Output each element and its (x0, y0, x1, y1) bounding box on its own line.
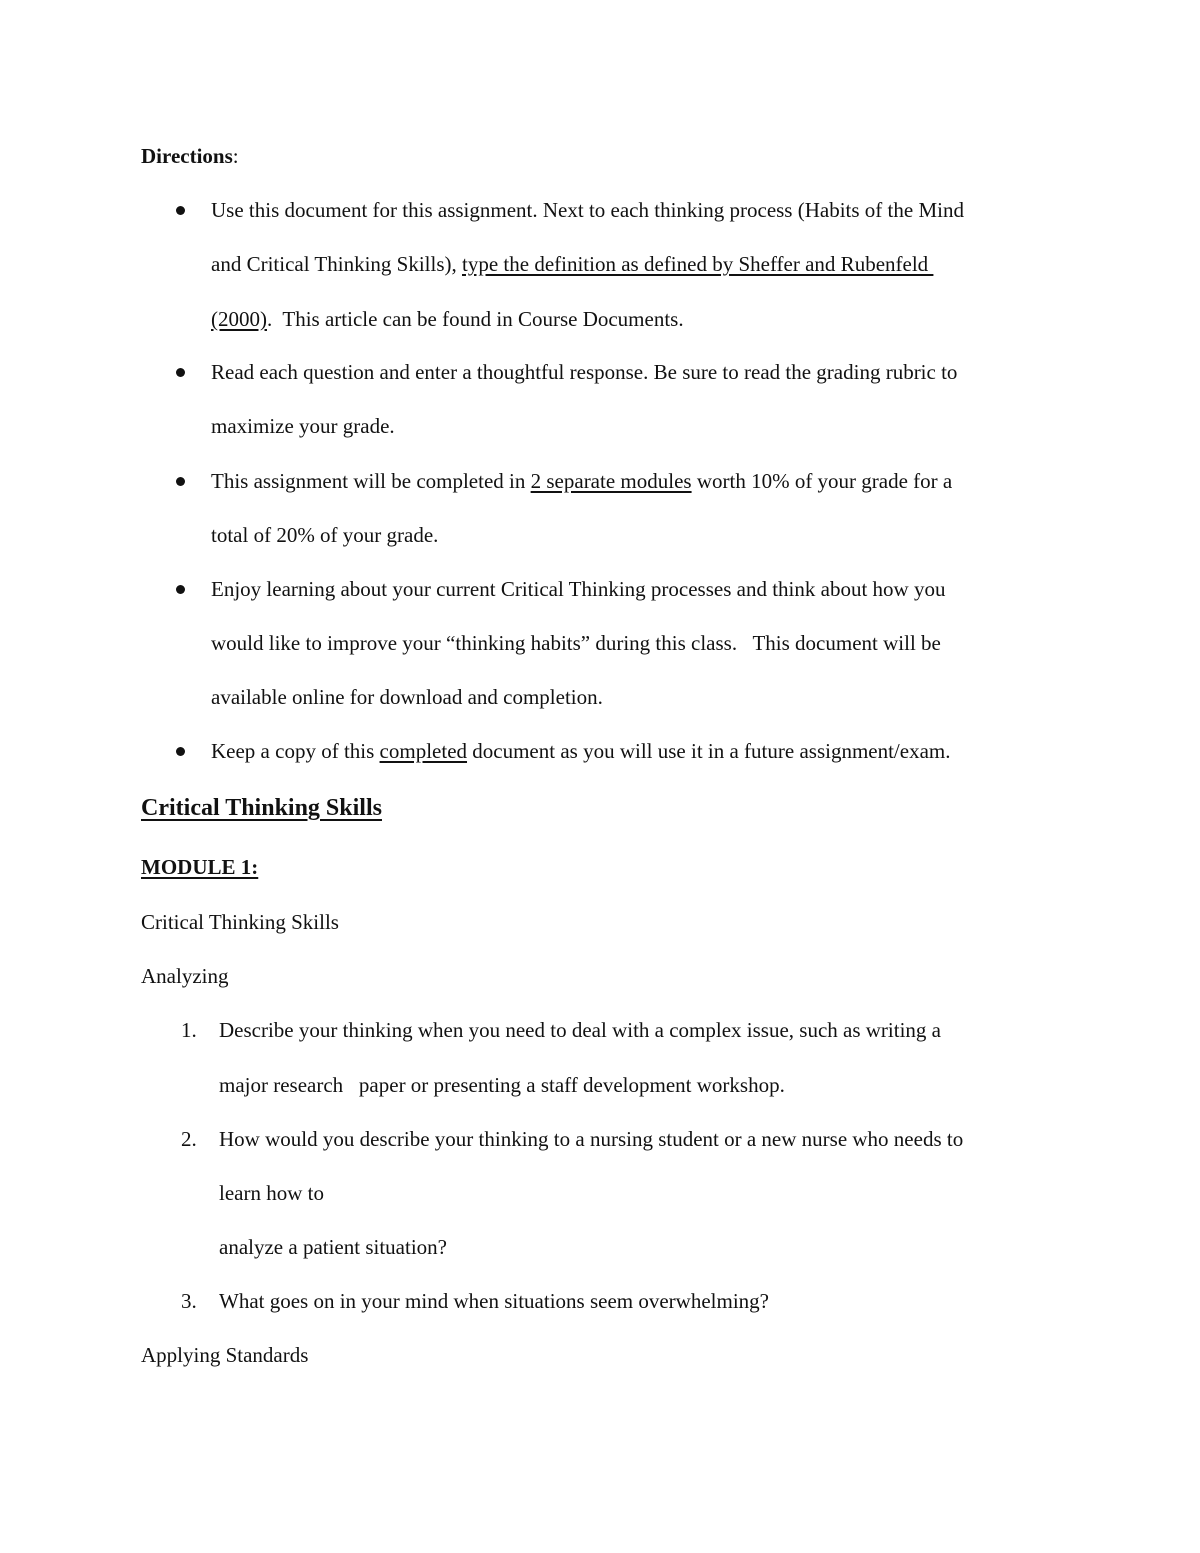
bullet-5-line-1-pre: Keep a copy of this (211, 739, 380, 763)
bullet-1-line-1: Use this document for this assignment. Next to each thinking process (Habits of the Mind (211, 198, 964, 222)
separate-modules-text: 2 separate modules (530, 469, 692, 493)
question-2-line-2: learn how to (219, 1181, 324, 1205)
definition-instruction: type the definition as defined by Sheffer and Rubenfeld (462, 252, 934, 276)
bullet-dot-5 (176, 747, 185, 756)
directions-label: Directions (141, 144, 233, 168)
question-2-line-3: analyze a patient situation? (219, 1235, 447, 1259)
question-3-number: 3. (181, 1289, 197, 1313)
bullet-3-line-1-pre: This assignment will be completed in (211, 469, 531, 493)
analyzing-title: Analyzing (141, 964, 229, 988)
bullet-2-line-2: maximize your grade. (211, 414, 395, 438)
bullet-4-line-1: Enjoy learning about your current Critical Thinking processes and think about how you (211, 577, 946, 601)
question-1-number: 1. (181, 1018, 197, 1042)
bullet-1-line-2 (211, 254, 933, 275)
directions-colon: : (232, 144, 239, 168)
bullet-dot-3 (176, 477, 185, 486)
applying-standards-title: Applying Standards (141, 1343, 309, 1367)
bullet-4-line-3: available online for download and completion. (211, 685, 603, 709)
module-label: MODULE 1: (141, 855, 259, 879)
bullet-1-line-3-text: . This article can be found in Course Documents. (267, 307, 684, 331)
question-2-line-1: How would you describe your thinking to a nursing student or a new nurse who needs to (219, 1127, 964, 1151)
subheading: Critical Thinking Skills (141, 910, 339, 934)
question-2-number: 2. (181, 1127, 197, 1151)
section-title: Critical Thinking Skills (141, 795, 382, 821)
bullet-3-line-1-post: worth 10% of your grade for a (691, 469, 953, 493)
bullet-5-line-1-post: document as you will use it in a future assignment/exam. (467, 739, 951, 763)
bullet-1-line-3 (211, 309, 684, 330)
citation-year: (2000) (211, 307, 267, 331)
bullet-4-line-2: would like to improve your “thinking habits” during this class. This document will be (211, 631, 941, 655)
bullet-dot-4 (176, 585, 185, 594)
bullet-1-line-2-text: and Critical Thinking Skills), (211, 252, 463, 276)
question-1-line-1: Describe your thinking when you need to deal with a complex issue, such as writing a (219, 1018, 941, 1042)
bullet-dot-1 (176, 206, 185, 215)
completed-text: completed (379, 739, 468, 763)
question-1-line-2: major research paper or presenting a staff development workshop. (219, 1073, 785, 1097)
question-3-line-1: What goes on in your mind when situations seem overwhelming? (219, 1289, 769, 1313)
bullet-3-line-2: total of 20% of your grade. (211, 523, 439, 547)
bullet-dot-2 (176, 368, 185, 377)
directions-heading (141, 146, 239, 167)
bullet-3-line-1 (211, 471, 952, 492)
bullet-2-line-1: Read each question and enter a thoughtful response. Be sure to read the grading rubric to (211, 360, 958, 384)
bullet-5-line-1 (211, 741, 951, 762)
